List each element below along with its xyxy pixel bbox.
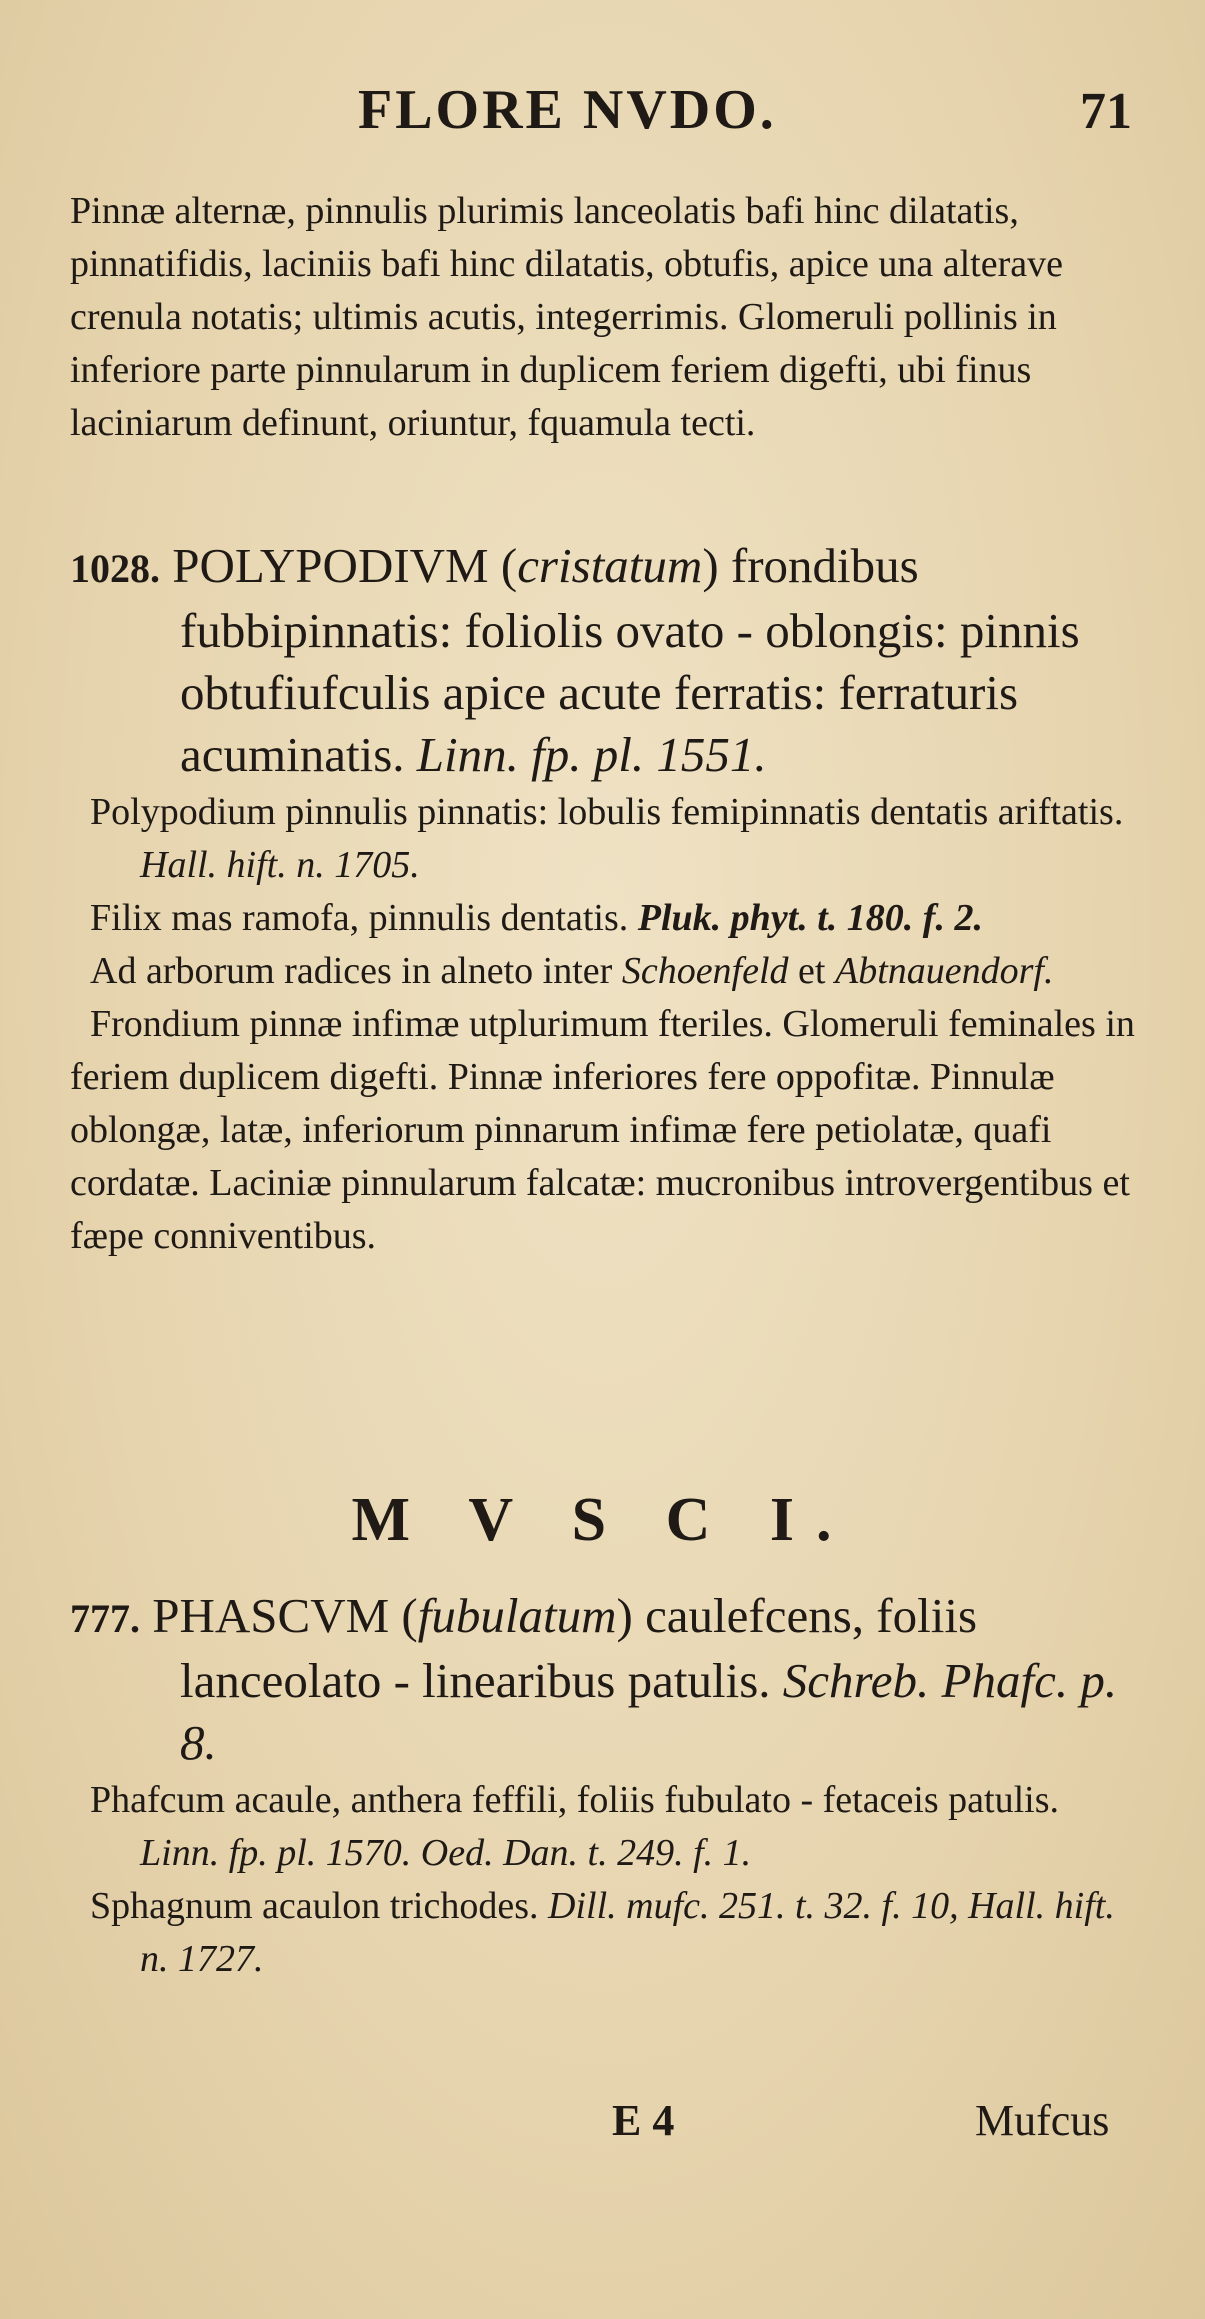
synonym-reference: Hall. hift. n. 1705.	[140, 844, 420, 886]
diagnosis: frondibus fubbipinnatis: foliolis ovato - oblongis: pinnis obtufiufculis apice acute ferratis: ferraturis acuminatis.	[180, 538, 1080, 782]
synonym-1	[90, 786, 1140, 892]
species-name: cristatum	[517, 538, 703, 593]
entry-heading: 1028. POLYPODIVM (cristatum) frondibus fubbipinnatis: foliolis ovato - oblongis: pinnis obtufiufculis apice acute ferratis: ferraturis acuminatis. Linn. fp. pl. 1551.	[70, 538, 1080, 782]
paragraph-pinnae: Pinnæ alternæ, pinnulis plurimis lanceolatis bafi hinc dilatatis, pinnatifidis, laciniis bafi hinc dilatatis, obtufis, apice una alterave crenula notatis; ultimis acutis, integerrimis. Glomeruli pollinis in inferiore parte pinnularum in duplicem feriem digefti, ubi finus laciniarum definunt, oriuntur, fquamula tecti.	[70, 190, 1063, 444]
synonym-text: Phafcum acaule, anthera feffili, foliis fubulato - fetaceis patulis.	[90, 1779, 1059, 1821]
entry-number: 1028.	[70, 546, 160, 591]
habitat-text: Ad arborum radices in alneto inter	[90, 950, 613, 992]
genus-name: PHASCVM	[152, 1588, 390, 1643]
synonym-2	[90, 892, 1140, 945]
diagnosis: caulefcens, foliis lanceolato - linearibus patulis.	[180, 1588, 978, 1708]
place-name: Schoenfeld	[621, 950, 789, 992]
synonym-text: Polypodium pinnulis pinnatis: lobulis femipinnatis dentatis ariftatis.	[90, 791, 1124, 833]
genus-name: POLYPODIVM	[172, 538, 489, 593]
entry-1028	[70, 535, 1140, 1263]
synonym-2	[90, 1880, 1140, 1986]
synonym-text: Sphagnum acaulon trichodes.	[90, 1885, 539, 1927]
running-title: FLORE NVDO.	[358, 79, 777, 141]
synonym-1	[90, 1774, 1140, 1880]
synonym-text: Filix mas ramofa, pinnulis dentatis.	[90, 897, 629, 939]
synonym-reference: Pluk. phyt. t. 180. f. 2.	[637, 897, 983, 939]
signature-mark: E 4	[612, 2096, 675, 2145]
section-title: M V S C I.	[351, 1486, 854, 1554]
page-footer	[0, 2095, 1205, 2155]
description: Frondium pinnæ infimæ utplurimum fteriles. Glomeruli feminales in feriem duplicem digefti. Pinnæ inferiores fere oppofitæ. Pinnulæ oblongæ, latæ, inferiorum pinnarum infimæ fere petiolatæ, quafi cordatæ. Laciniæ pinnularum falcatæ: mucronibus introvergentibus et fæpe conniventibus.	[70, 1003, 1135, 1257]
place-name: Abtnauendorf.	[834, 950, 1054, 992]
synonym-reference: Linn. fp. pl. 1570. Oed. Dan. t. 249. f. 1.	[140, 1832, 752, 1874]
page-header	[0, 78, 1205, 148]
synonym-reference: Dill. mufc. 251. t. 32. f. 10, Hall. hift. n. 1727.	[140, 1885, 1115, 1980]
entry-777	[70, 1585, 1140, 1986]
page-number: 71	[1080, 83, 1132, 140]
catchword: Mufcus	[975, 2096, 1110, 2145]
species-name: fubulatum	[417, 1588, 617, 1643]
reference: Linn. fp. pl. 1551.	[416, 727, 767, 782]
conjunction: et	[798, 950, 826, 992]
entry-number: 777.	[70, 1596, 140, 1641]
habitat	[70, 945, 1140, 998]
entry-heading: 777. PHASCVM (fubulatum) caulefcens, foliis lanceolato - linearibus patulis. Schreb. Phafc. p. 8.	[70, 1588, 1118, 1770]
reference: Schreb. Phafc. p. 8.	[180, 1653, 1118, 1770]
